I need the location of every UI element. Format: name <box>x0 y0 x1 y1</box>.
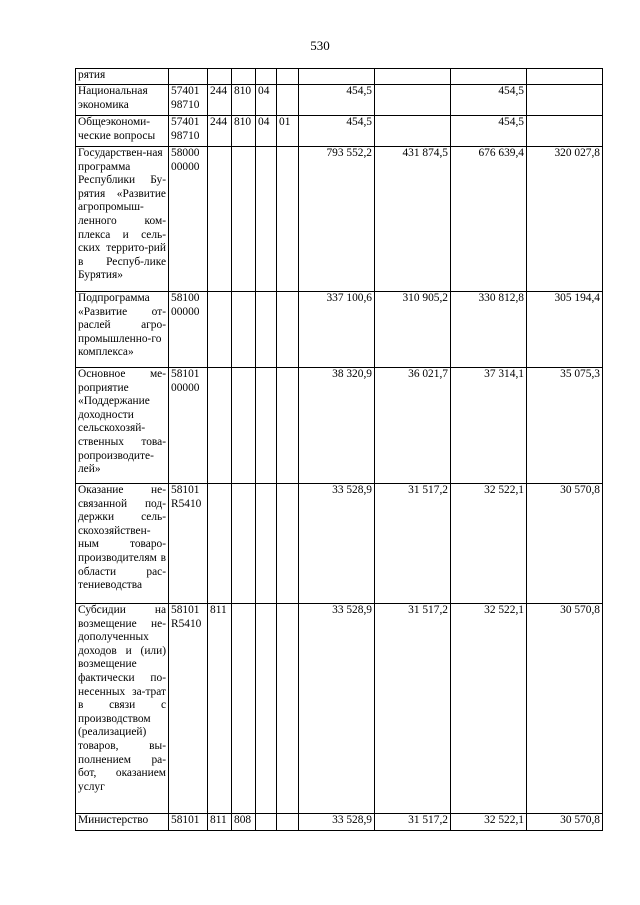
table-row <box>76 69 603 85</box>
section-code <box>256 69 277 85</box>
expense-type: 811 <box>208 604 232 814</box>
subsection-code <box>277 69 299 85</box>
row-name: Подпрограмма «Развитие от-раслей агро-промышленно-го комплекса» <box>76 292 169 368</box>
amount-2: 31 517,2 <box>375 604 451 814</box>
budget-table <box>75 68 603 831</box>
amount-3: 32 522,1 <box>451 604 527 814</box>
ministry-code: 810 <box>232 85 256 116</box>
expense-type <box>208 69 232 85</box>
table-row <box>76 292 603 368</box>
section-code <box>256 604 277 814</box>
amount-4: 30 570,8 <box>527 814 603 831</box>
table-body <box>76 69 603 831</box>
amount-3: 676 639,4 <box>451 147 527 292</box>
amount-1: 793 552,2 <box>299 147 375 292</box>
amount-2: 431 874,5 <box>375 147 451 292</box>
amount-4: 320 027,8 <box>527 147 603 292</box>
ministry-code: 810 <box>232 116 256 147</box>
amount-3: 32 522,1 <box>451 484 527 604</box>
table-row <box>76 368 603 484</box>
row-name: рятия <box>76 69 169 85</box>
amount-1: 454,5 <box>299 85 375 116</box>
amount-2: 31 517,2 <box>375 484 451 604</box>
target-code: 57401 98710 <box>169 85 208 116</box>
amount-4: 30 570,8 <box>527 484 603 604</box>
table-row <box>76 147 603 292</box>
amount-2: 36 021,7 <box>375 368 451 484</box>
row-name: Оказание не-связанной под-держки сель-скохозяйствен-ным товаро-производителям в области рас-тениеводства <box>76 484 169 604</box>
expense-type: 811 <box>208 814 232 831</box>
expense-type <box>208 147 232 292</box>
ministry-code <box>232 147 256 292</box>
row-name: Общеэкономи-ческие вопросы <box>76 116 169 147</box>
amount-3: 454,5 <box>451 116 527 147</box>
amount-1: 33 528,9 <box>299 814 375 831</box>
table-row <box>76 85 603 116</box>
amount-3: 32 522,1 <box>451 814 527 831</box>
subsection-code <box>277 604 299 814</box>
row-name: Министерство <box>76 814 169 831</box>
table-row <box>76 116 603 147</box>
target-code <box>169 69 208 85</box>
amount-2: 31 517,2 <box>375 814 451 831</box>
amount-2 <box>375 116 451 147</box>
amount-3: 37 314,1 <box>451 368 527 484</box>
amount-4 <box>527 116 603 147</box>
amount-3: 330 812,8 <box>451 292 527 368</box>
ministry-code <box>232 292 256 368</box>
amount-4: 30 570,8 <box>527 604 603 814</box>
section-code <box>256 368 277 484</box>
amount-1: 38 320,9 <box>299 368 375 484</box>
subsection-code <box>277 85 299 116</box>
section-code: 04 <box>256 116 277 147</box>
expense-type: 244 <box>208 116 232 147</box>
amount-1: 454,5 <box>299 116 375 147</box>
ministry-code <box>232 69 256 85</box>
section-code: 04 <box>256 85 277 116</box>
ministry-code <box>232 484 256 604</box>
subsection-code <box>277 368 299 484</box>
target-code: 58101 00000 <box>169 368 208 484</box>
amount-1: 33 528,9 <box>299 604 375 814</box>
section-code <box>256 147 277 292</box>
section-code <box>256 814 277 831</box>
row-name: Основное ме-роприятие «Поддержание доходности сельскохозяй-ственных това-ропроизводите-лей» <box>76 368 169 484</box>
subsection-code <box>277 814 299 831</box>
table-row <box>76 814 603 831</box>
amount-2: 310 905,2 <box>375 292 451 368</box>
page-number: 530 <box>310 38 330 53</box>
amount-1 <box>299 69 375 85</box>
amount-4: 35 075,3 <box>527 368 603 484</box>
expense-type <box>208 484 232 604</box>
table-row <box>76 484 603 604</box>
row-name: Национальная экономика <box>76 85 169 116</box>
expense-type <box>208 292 232 368</box>
table-row <box>76 604 603 814</box>
amount-2 <box>375 69 451 85</box>
target-code: 58101 R5410 <box>169 484 208 604</box>
amount-4: 305 194,4 <box>527 292 603 368</box>
target-code: 57401 98710 <box>169 116 208 147</box>
target-code: 58100 00000 <box>169 292 208 368</box>
subsection-code: 01 <box>277 116 299 147</box>
amount-1: 337 100,6 <box>299 292 375 368</box>
target-code: 58101 <box>169 814 208 831</box>
amount-4 <box>527 69 603 85</box>
section-code <box>256 484 277 604</box>
subsection-code <box>277 484 299 604</box>
row-name: Субсидии на возмещение не-дополученных доходов и (или) возмещение фактически по-несенных за-трат в связи с производством (реализацией) товаров, вы-полнением ра-бот, оказанием услуг <box>76 604 169 814</box>
subsection-code <box>277 292 299 368</box>
ministry-code <box>232 604 256 814</box>
expense-type <box>208 368 232 484</box>
ministry-code: 808 <box>232 814 256 831</box>
row-name: Государствен-ная программа Республики Бу-рятия «Развитие агропромыш-ленного ком-плекса и сель-ских террито-рий в Респуб-лике Бурятия» <box>76 147 169 292</box>
ministry-code <box>232 368 256 484</box>
amount-2 <box>375 85 451 116</box>
amount-1: 33 528,9 <box>299 484 375 604</box>
subsection-code <box>277 147 299 292</box>
target-code: 58000 00000 <box>169 147 208 292</box>
expense-type: 244 <box>208 85 232 116</box>
amount-3: 454,5 <box>451 85 527 116</box>
section-code <box>256 292 277 368</box>
target-code: 58101 R5410 <box>169 604 208 814</box>
amount-3 <box>451 69 527 85</box>
amount-4 <box>527 85 603 116</box>
